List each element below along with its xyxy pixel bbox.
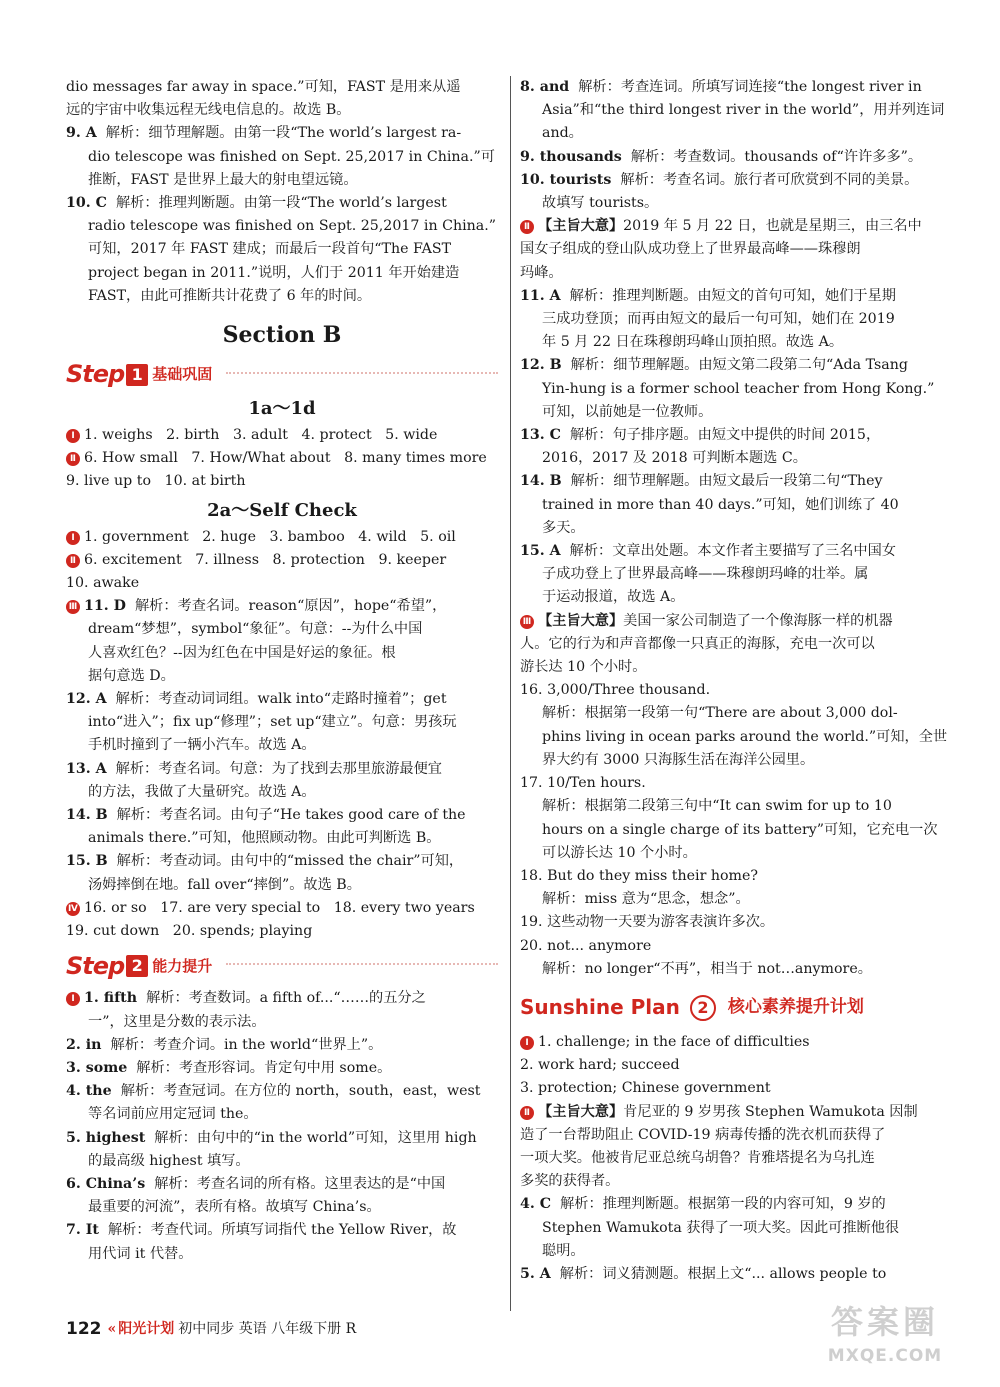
- text-line: 可以游长达 10 个小时。: [542, 844, 697, 861]
- answer-item-s2-1: Ⅰ 1. fifth 解析：考查数词。a fifth of...“……的五分之 一”，这里是分数的表示法。: [66, 987, 498, 1033]
- main-idea-tag: 【主旨大意】: [538, 1103, 624, 1120]
- page-footer: [66, 1318, 356, 1342]
- text-line: FAST，由此可推断共计花费了 6 年的时间。: [88, 287, 372, 304]
- text-line: 一项大奖。他被肯尼亚总统乌胡鲁？肯雅塔提名为乌扎连: [520, 1149, 875, 1166]
- answer-text: 16. 3,000/Three thousand.: [520, 682, 711, 699]
- answer-item-15: 15. B 解析：考查动词。由句中的“missed the chair”可知， 汤姆摔倒在地。fall over“摔倒”。故选 B。: [66, 850, 498, 896]
- text-line: dio telescope was finished on Sept. 25,2017 in China.”可: [88, 148, 495, 165]
- answer-item-11: Ⅲ 11. D 解析：考查名词。reason“原因”，hope“希望”， dream“梦想”，symbol“象征”。句意：--为什么中国 人喜欢红色？--因为红色在中国是好运的象征。根 据句意选 D。: [66, 595, 498, 688]
- answer-item-sp-5: 5. A 解析：词义猜测题。根据上文“... allows people to: [520, 1265, 887, 1282]
- main-idea-tag: 【主旨大意】: [538, 612, 624, 629]
- answer-item-12: 12. A 解析：考查动词词组。walk into“走路时撞着”；get into“进入”；fix up“修理”；set up“建立”。句意：男孩玩 手机时撞到了一辆小汽车。故选 A。: [66, 688, 498, 758]
- text-line: 故填写 tourists。: [542, 195, 659, 212]
- roman-bullet: Ⅳ: [66, 902, 80, 916]
- text-line: 造了一台帮助阻止 COVID-19 病毒传播的洗衣机而获得了: [520, 1126, 886, 1143]
- text-line: 玛峰。: [520, 264, 563, 281]
- watermark-url: MXQE.COM: [827, 1346, 943, 1366]
- text-line: 解析：推理判断题。由第一段“The world’s largest: [115, 195, 447, 212]
- text-line: 多天。: [542, 519, 585, 536]
- text-line: 解析：miss 意为“思念，想念”。: [542, 891, 750, 908]
- text-line: 可知，2017 年 FAST 建成；而最后一段首句“The FAST: [88, 241, 452, 258]
- text-line: 于运动报道，故选 A。: [542, 589, 685, 606]
- text-line: 据句意选 D。: [88, 667, 175, 684]
- answer-text: 20. not... anymore: [520, 937, 652, 954]
- column-divider: [510, 76, 511, 1311]
- main-idea-paragraph: Ⅲ 【主旨大意】美国一家公司制造了一个像海豚一样的机器 人。它的行为和声音都像一只真正的海豚，充电一次可以 游长达 10 个小时。: [520, 610, 952, 680]
- roman-bullet: Ⅰ: [66, 992, 80, 1006]
- text-line: 可知，以前她是一位教师。: [542, 403, 713, 420]
- answer-item-s2-3: 3. some 解析：考查形容词。肯定句中用 some。: [66, 1059, 392, 1076]
- text-line: dream“梦想”，symbol“象征”。句意：--为什么中国: [88, 621, 423, 638]
- main-idea-tag: 【主旨大意】: [538, 218, 624, 235]
- answer-line: Ⅰ 1. challenge; in the face of difficulties: [520, 1031, 952, 1054]
- text-line: Yin-hung is a former school teacher from Hong Kong.”: [542, 380, 935, 397]
- answer-item-r-18: [520, 865, 952, 911]
- answer-item-r-14: 14. B 解析：细节理解题。由短文最后一段第二句“They trained in more than 40 days.”可知，她们训练了 40 多天。: [520, 470, 952, 540]
- answer-item-s2-2: 2. in 解析：考查介词。in the world“世界上”。: [66, 1036, 383, 1053]
- text-line: 2016，2017 及 2018 可判断本题选 C。: [542, 450, 807, 467]
- answer-item-r-12: 12. B 解析：细节理解题。由短文第二段第二句“Ada Tsang Yin-hung is a former school teacher from Hong Kong.” 可知，以前她是一位教师。: [520, 354, 952, 424]
- step-label: 基础巩固: [152, 365, 213, 384]
- answer-item-13: 13. A 解析：考查名词。句意：为了找到去那里旅游最便宜 的方法，我做了大量研究。故选 A。: [66, 758, 498, 804]
- text-line: 的方法，我做了大量研究。故选 A。: [88, 783, 316, 800]
- roman-bullet: Ⅱ: [66, 554, 80, 568]
- answer-item-r-13: 13. C 解析：句子排序题。由短文中提供的时间 2015， 2016，2017 及 2018 可判断本题选 C。: [520, 424, 952, 470]
- text-line: 解析：no longer“不再”，相当于 not…anymore。: [542, 960, 872, 977]
- text-line: and。: [542, 125, 583, 142]
- roman-bullet: Ⅱ: [520, 220, 534, 234]
- step-label: 能力提升: [152, 956, 213, 975]
- step-number: 1: [126, 364, 148, 386]
- roman-bullet: Ⅰ: [520, 1036, 534, 1050]
- text-line: 人喜欢红色？--因为红色在中国是好运的象征。根: [88, 644, 396, 661]
- answer-line: Ⅰ 1. weighs 2. birth 3. adult 4. protect 5. wide: [66, 424, 498, 447]
- main-idea-paragraph: Ⅱ 【主旨大意】2019 年 5 月 22 日，也就是星期三，由三名中 国女子组成的登山队成功登上了世界最高峰——珠穆朗 玛峰。: [520, 215, 952, 285]
- sunshine-plan-banner: [520, 991, 952, 1025]
- text-line: hours on a single charge of its battery”可知，它充电一次: [542, 821, 938, 838]
- text-line: project began in 2011.”说明，人们于 2011 年开始建造: [88, 264, 460, 281]
- answer-item-r-17: [520, 772, 952, 865]
- answer-item-s2-10: 10. tourists 解析：考查名词。旅行者可欣赏到不同的美景。 故填写 tourists。: [520, 169, 952, 215]
- section-title: Section B: [222, 322, 342, 349]
- roman-bullet: Ⅲ: [520, 615, 534, 629]
- answer-item-10: [66, 192, 498, 308]
- answer-item-r-11: 11. A 解析：推理判断题。由短文的首句可知，她们于星期 三成功登顶；而再由短文的最后一句可知，她们在 2019 年 5 月 22 日在珠穆朗玛峰山顶拍照。故选 A。: [520, 285, 952, 355]
- text-line: 解析：细节理解题。由第一段“The world’s largest ra-: [105, 125, 462, 142]
- subsection-title: 2a～Self Check: [207, 499, 357, 521]
- answer-item-r-20: [520, 935, 952, 981]
- subsection-title: 1a～1d: [248, 398, 316, 420]
- step-word: Step: [66, 951, 125, 980]
- step-number: 2: [126, 955, 148, 977]
- answer-line: 9. live up to 10. at birth: [66, 473, 246, 490]
- answer-item-r-19: [520, 911, 952, 934]
- answer-item-s2-6: 6. China’s 解析：考查名词的所有格。这里表达的是“中国 最重要的河流”，表所有格。故填写 China’s。: [66, 1173, 498, 1219]
- text-line: 多奖的获得者。: [520, 1173, 620, 1190]
- text-line: 的最高级 highest 填写。: [88, 1152, 250, 1169]
- text-line: 年 5 月 22 日在珠穆朗玛峰山顶拍照。故选 A。: [542, 334, 844, 351]
- banner-decoration: [226, 372, 498, 378]
- answer-line: 3. protection; Chinese government: [520, 1080, 771, 1097]
- text-line: 汤姆摔倒在地。fall over“摔倒”。故选 B。: [88, 876, 361, 893]
- book-title: 初中同步 英语 八年级下册 R: [178, 1321, 357, 1338]
- answer-item-s2-4: 4. the 解析：考查冠词。在方位的 north，south，east，west 等名词前应用定冠词 the。: [66, 1080, 498, 1126]
- sunshine-number: 2: [690, 995, 716, 1021]
- answer-item-14: 14. B 解析：考查名词。由句子“He takes good care of the animals there.”可知，他照顾动物。由此可判断选 B。: [66, 804, 498, 850]
- answer-number: 10. C: [66, 195, 107, 212]
- answer-line: Ⅱ 6. excitement 7. illness 8. protection 9. keeper: [66, 549, 498, 572]
- roman-bullet: Ⅲ: [66, 600, 80, 614]
- text-line: 手机时撞到了一辆小汽车。故选 A。: [88, 737, 316, 754]
- text-line: 界大约有 3000 只海豚生活在海洋公园里。: [542, 751, 815, 768]
- answer-item-s2-8: 8. and 解析：考查连词。所填写词连接“the longest river in Asia”和“the third longest river in the world”，用并列连词 and。: [520, 76, 952, 146]
- text-line: 等名词前应用定冠词 the。: [88, 1106, 258, 1123]
- left-column: [66, 76, 498, 1266]
- text-line: phins living in ocean parks around the world.”可知，全世: [542, 728, 948, 745]
- answer-item-r-15: 15. A 解析：文章出处题。本文作者主要描写了三名中国女 子成功登上了世界最高峰——珠穆朗玛峰的壮举。属 于运动报道，故选 A。: [520, 540, 952, 610]
- roman-bullet: Ⅰ: [66, 429, 80, 443]
- text-line: 远的宇宙中收集远程无线电信息的。故选 B。: [66, 102, 351, 119]
- text-line: 一”，这里是分数的表示法。: [88, 1013, 266, 1030]
- step1-banner: [66, 360, 498, 390]
- text-line: 子成功登上了世界最高峰——珠穆朗玛峰的壮举。属: [542, 566, 869, 583]
- chevron-icon: «: [107, 1321, 117, 1338]
- roman-bullet: Ⅰ: [66, 531, 80, 545]
- text-line: 三成功登顶；而再由短文的最后一句可知，她们在 2019: [542, 311, 895, 328]
- page-number: 122: [66, 1319, 102, 1340]
- answer-item-s2-5: 5. highest 解析：由句中的“in the world”可知，这里用 high 的最高级 highest 填写。: [66, 1127, 498, 1173]
- answer-line: Ⅰ 1. government 2. huge 3. bamboo 4. wild 5. oil: [66, 526, 498, 549]
- answer-line: Ⅳ 16. or so 17. are very special to 18. every two years: [66, 897, 498, 920]
- main-idea-paragraph: Ⅱ 【主旨大意】肯尼亚的 9 岁男孩 Stephen Wamukota 因制 造了一台帮助阻止 COVID-19 病毒传播的洗衣机而获得了 一项大奖。他被肯尼亚总统乌胡鲁？肯雅塔提名为乌扎连 多奖的获得者。: [520, 1101, 952, 1194]
- roman-bullet: Ⅱ: [66, 452, 80, 466]
- text-line: 人。它的行为和声音都像一只真正的海豚，充电一次可以: [520, 635, 875, 652]
- sunshine-label: 核心素养提升计划: [727, 997, 864, 1018]
- answer-item-sp-4: 4. C 解析：推理判断题。根据第一段的内容可知，9 岁的 Stephen Wamukota 获得了一项大奖。因此可推断他很 聪明。: [520, 1193, 952, 1263]
- answer-number: 9. A: [66, 125, 97, 142]
- text-line: animals there.”可知，他照顾动物。由此可判断选 B。: [88, 830, 441, 847]
- text-line: 游长达 10 个小时。: [520, 659, 647, 676]
- banner-decoration: [226, 963, 498, 969]
- answer-item-s2-9: 9. thousands 解析：考查数词。thousands of“许许多多”。: [520, 148, 923, 165]
- text-line: radio telescope was finished on Sept. 25,2017 in China.”: [88, 218, 496, 235]
- text-line: 最重要的河流”，表所有格。故填写 China’s。: [88, 1199, 381, 1216]
- text-line: dio messages far away in space.”可知，FAST 是用来从遥: [66, 79, 461, 95]
- step2-banner: [66, 951, 498, 981]
- answer-line: 2. work hard; succeed: [520, 1057, 680, 1074]
- answer-item-s2-7: 7. It 解析：考查代词。所填写词指代 the Yellow River，故 用代词 it 代替。: [66, 1219, 498, 1265]
- answer-text: 18. But do they miss their home?: [520, 867, 759, 884]
- answer-line: 19. cut down 20. spends; playing: [66, 923, 313, 940]
- text-line: 推断，FAST 是世界上最大的射电望远镜。: [88, 171, 358, 188]
- text-line: into“进入”；fix up“修理”；set up“建立”。句意：男孩玩: [88, 714, 457, 731]
- answer-item-r-16: [520, 679, 952, 772]
- text-line: Stephen Wamukota 获得了一项大奖。因此可推断他很: [542, 1219, 900, 1236]
- text-line: 聪明。: [542, 1242, 585, 1259]
- answer-item-9: [66, 122, 498, 192]
- answer-text: 17. 10/Ten hours.: [520, 775, 646, 792]
- roman-bullet: Ⅱ: [520, 1106, 534, 1120]
- text-line: 用代词 it 代替。: [88, 1245, 193, 1262]
- answer-text: 19. 这些动物一天要为游客表演许多次。: [520, 914, 775, 931]
- text-line: 解析：根据第二段第三句中“It can swim for up to 10: [542, 798, 892, 815]
- watermark-text: 答案圈: [830, 1303, 939, 1341]
- text-line: 国女子组成的登山队成功登上了世界最高峰——珠穆朗: [520, 241, 861, 258]
- answer-line: 10. awake: [66, 575, 140, 592]
- answer-line: Ⅱ 6. How small 7. How/What about 8. many times more: [66, 447, 498, 470]
- text-line: trained in more than 40 days.”可知，她们训练了 40: [542, 496, 899, 513]
- text-line: 解析：根据第一段第一句“There are about 3,000 dol-: [542, 705, 898, 722]
- right-column: [520, 76, 952, 1286]
- brand-name: 阳光计划: [118, 1321, 175, 1338]
- step-word: Step: [66, 360, 125, 389]
- watermark-logo: [790, 1300, 980, 1380]
- text-line: Asia”和“the third longest river in the world”，用并列连词: [542, 102, 945, 119]
- sunshine-word: Sunshine Plan: [520, 995, 680, 1020]
